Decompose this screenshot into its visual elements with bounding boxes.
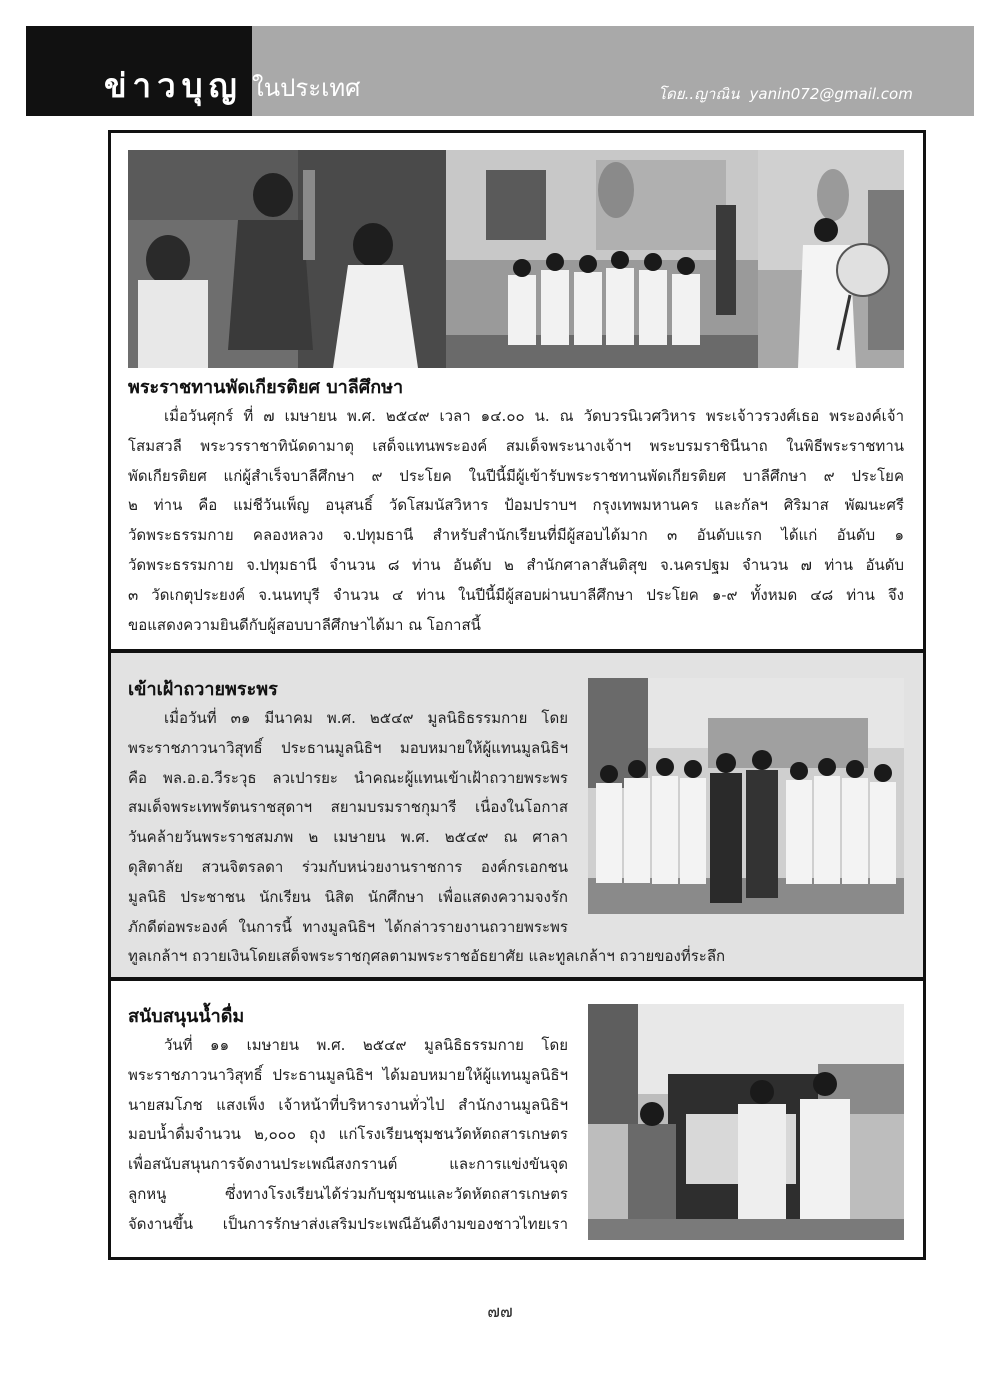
section-title: ข่าวบุญ <box>104 66 243 105</box>
article3-body <box>128 1031 568 1240</box>
article2-line: พระราชภาวนาวิสุทธิ์ ประธานมูลนิธิฯ มอบหมายให้ผู้แทนมูลนิธิฯ <box>128 738 568 757</box>
article1-line: ขอแสดงความยินดีกับผู้สอบบาลีศึกษาได้มา ณ โอกาสนี้ <box>128 615 481 634</box>
article2-line: ดุสิตาลัย สวนจิตรลดา ร่วมกับหน่วยงานราชการ องค์กรเอกชน <box>128 857 568 876</box>
article1-line: วัดพระธรรมกาย คลองหลวง จ.ปทุมธานี สำหรับสำนักเรียนที่มีผู้สอบได้มาก ๓ อันดับแรก ได้แก่ อันดับ ๑ <box>128 526 904 545</box>
article3-line: เพื่อสนับสนุนการจัดงานประเพณีสงกรานต์ และการแข่งขันจุด <box>128 1155 568 1174</box>
photo-fan-presentation <box>128 150 446 368</box>
article2-line: ภักดีต่อพระองค์ ในการนี้ ทางมูลนิธิฯ ได้กล่าวรายงานถวายพระพร <box>128 917 568 936</box>
article2-line: วันคล้ายวันพระราชสมภพ ๒ เมษายน พ.ศ. ๒๕๔๙ ณ ศาลา <box>128 828 568 847</box>
article3-line: พระราชภาวนาวิสุทธิ์ ประธานมูลนิธิฯ ได้มอบหมายให้ผู้แทนมูลนิธิฯ <box>128 1065 568 1084</box>
article2-line: สมเด็จพระเทพรัตนราชสุดาฯ สยามบรมราชกุมารี เนื่องในโอกาส <box>128 798 568 817</box>
article1-line: ๒ ท่าน คือ แม่ชีวันเพ็ญ อนุสนธิ์ วัดโสมนัสวิหาร ป้อมปราบฯ กรุงเทพมหานคร และกัลฯ ศิริมาส พัฒนะศรี <box>128 496 904 515</box>
photo-recipients-group <box>446 150 758 368</box>
article2-body <box>128 704 568 942</box>
article3-line: วันที่ ๑๑ เมษายน พ.ศ. ๒๕๔๙ มูลนิธิธรรมกาย โดย <box>164 1036 568 1054</box>
article1-line: ๓ วัดเกตุประยงค์ จ.นนทบุรี จำนวน ๔ ท่าน ในปีนี้มีผู้สอบผ่านบาลีศึกษา ประโยค ๑-๙ ทั้งหมด ๔๘ ท่าน จึง <box>128 585 904 604</box>
article3-line: มอบน้ำดื่มจำนวน ๒,๐๐๐ ถุง แก่โรงเรียนชุมชนวัดหัตถสารเกษตร <box>128 1125 568 1144</box>
article3-title: สนับสนุนน้ำดื่ม <box>128 1006 245 1027</box>
article2-line: ทูลเกล้าฯ ถวายเงินโดยเสด็จพระราชกุศลตามพระราชอัธยาศัย และทูลเกล้าฯ ถวายของที่ระลึก <box>128 947 726 965</box>
article1-body <box>128 402 904 640</box>
article1-line: พัดเกียรติยศ แก่ผู้สำเร็จบาลีศึกษา ๙ ประโยค ในปีนี้มีผู้เข้ารับพระราชทานพัดเกียรติยศ บาลีศึกษา ๙ ประโยค <box>128 466 904 485</box>
article1-title: พระราชทานพัดเกียรติยศ บาลีศึกษา <box>128 377 404 398</box>
article1-line: โสมสวลี พระวรราชาทินัดดามาตุ เสด็จแทนพระองค์ สมเด็จพระนางเจ้าฯ พระบรมราชินีนาถ ในพิธีพระราชทาน <box>128 436 904 455</box>
photo-water-donation <box>588 1004 904 1240</box>
article3-line: จัดงานขึ้น เป็นการรักษาส่งเสริมประเพณีอันดีงามของชาวไทยเรา <box>128 1214 568 1233</box>
page-number: ๗๗ <box>487 1302 513 1322</box>
photo-delegation-group <box>588 678 904 914</box>
article2-line: เมื่อวันที่ ๓๑ มีนาคม พ.ศ. ๒๕๔๙ มูลนิธิธรรมกาย โดย <box>164 709 568 727</box>
article1-line: วัดพระธรรมกาย จ.ปทุมธานี จำนวน ๘ ท่าน อันดับ ๒ สำนักศาลาสันติสุข จ.นครปฐม จำนวน ๗ ท่าน อันดับ <box>128 555 904 574</box>
article2-line: มูลนิธิ ประชาชน นักเรียน นิสิต นักศึกษา เพื่อแสดงความจงรัก <box>128 887 568 906</box>
article3-line: นายสมโภช แสงเพ็ง เจ้าหน้าที่บริหารงานทั่วไป สำนักงานมูลนิธิฯ <box>128 1095 568 1114</box>
article3-line: ลูกหนู ซึ่งทางโรงเรียนได้ร่วมกับชุมชนและวัดหัตถสารเกษตร <box>128 1184 568 1203</box>
section-subtitle: ในประเทศ <box>252 74 361 102</box>
article2-line: คือ พล.อ.อ.วีระวุธ ลวเปารยะ นำคณะผู้แทนเข้าเฝ้าถวายพระพร <box>128 768 568 787</box>
photo-holder-with-fan <box>758 150 904 368</box>
article2-title: เข้าเฝ้าถวายพระพร <box>128 679 278 700</box>
byline <box>658 84 913 104</box>
author: โดย..ญาณิน <box>658 85 740 103</box>
article1-line: เมื่อวันศุกร์ ที่ ๗ เมษายน พ.ศ. ๒๕๔๙ เวลา ๑๔.๐๐ น. ณ วัดบวรนิเวศวิหาร พระเจ้าวรวงศ์เธอ พระองค์เจ้า <box>164 407 904 425</box>
article2-body-tail <box>128 942 904 972</box>
author-email: yanin072@gmail.com <box>749 85 913 103</box>
